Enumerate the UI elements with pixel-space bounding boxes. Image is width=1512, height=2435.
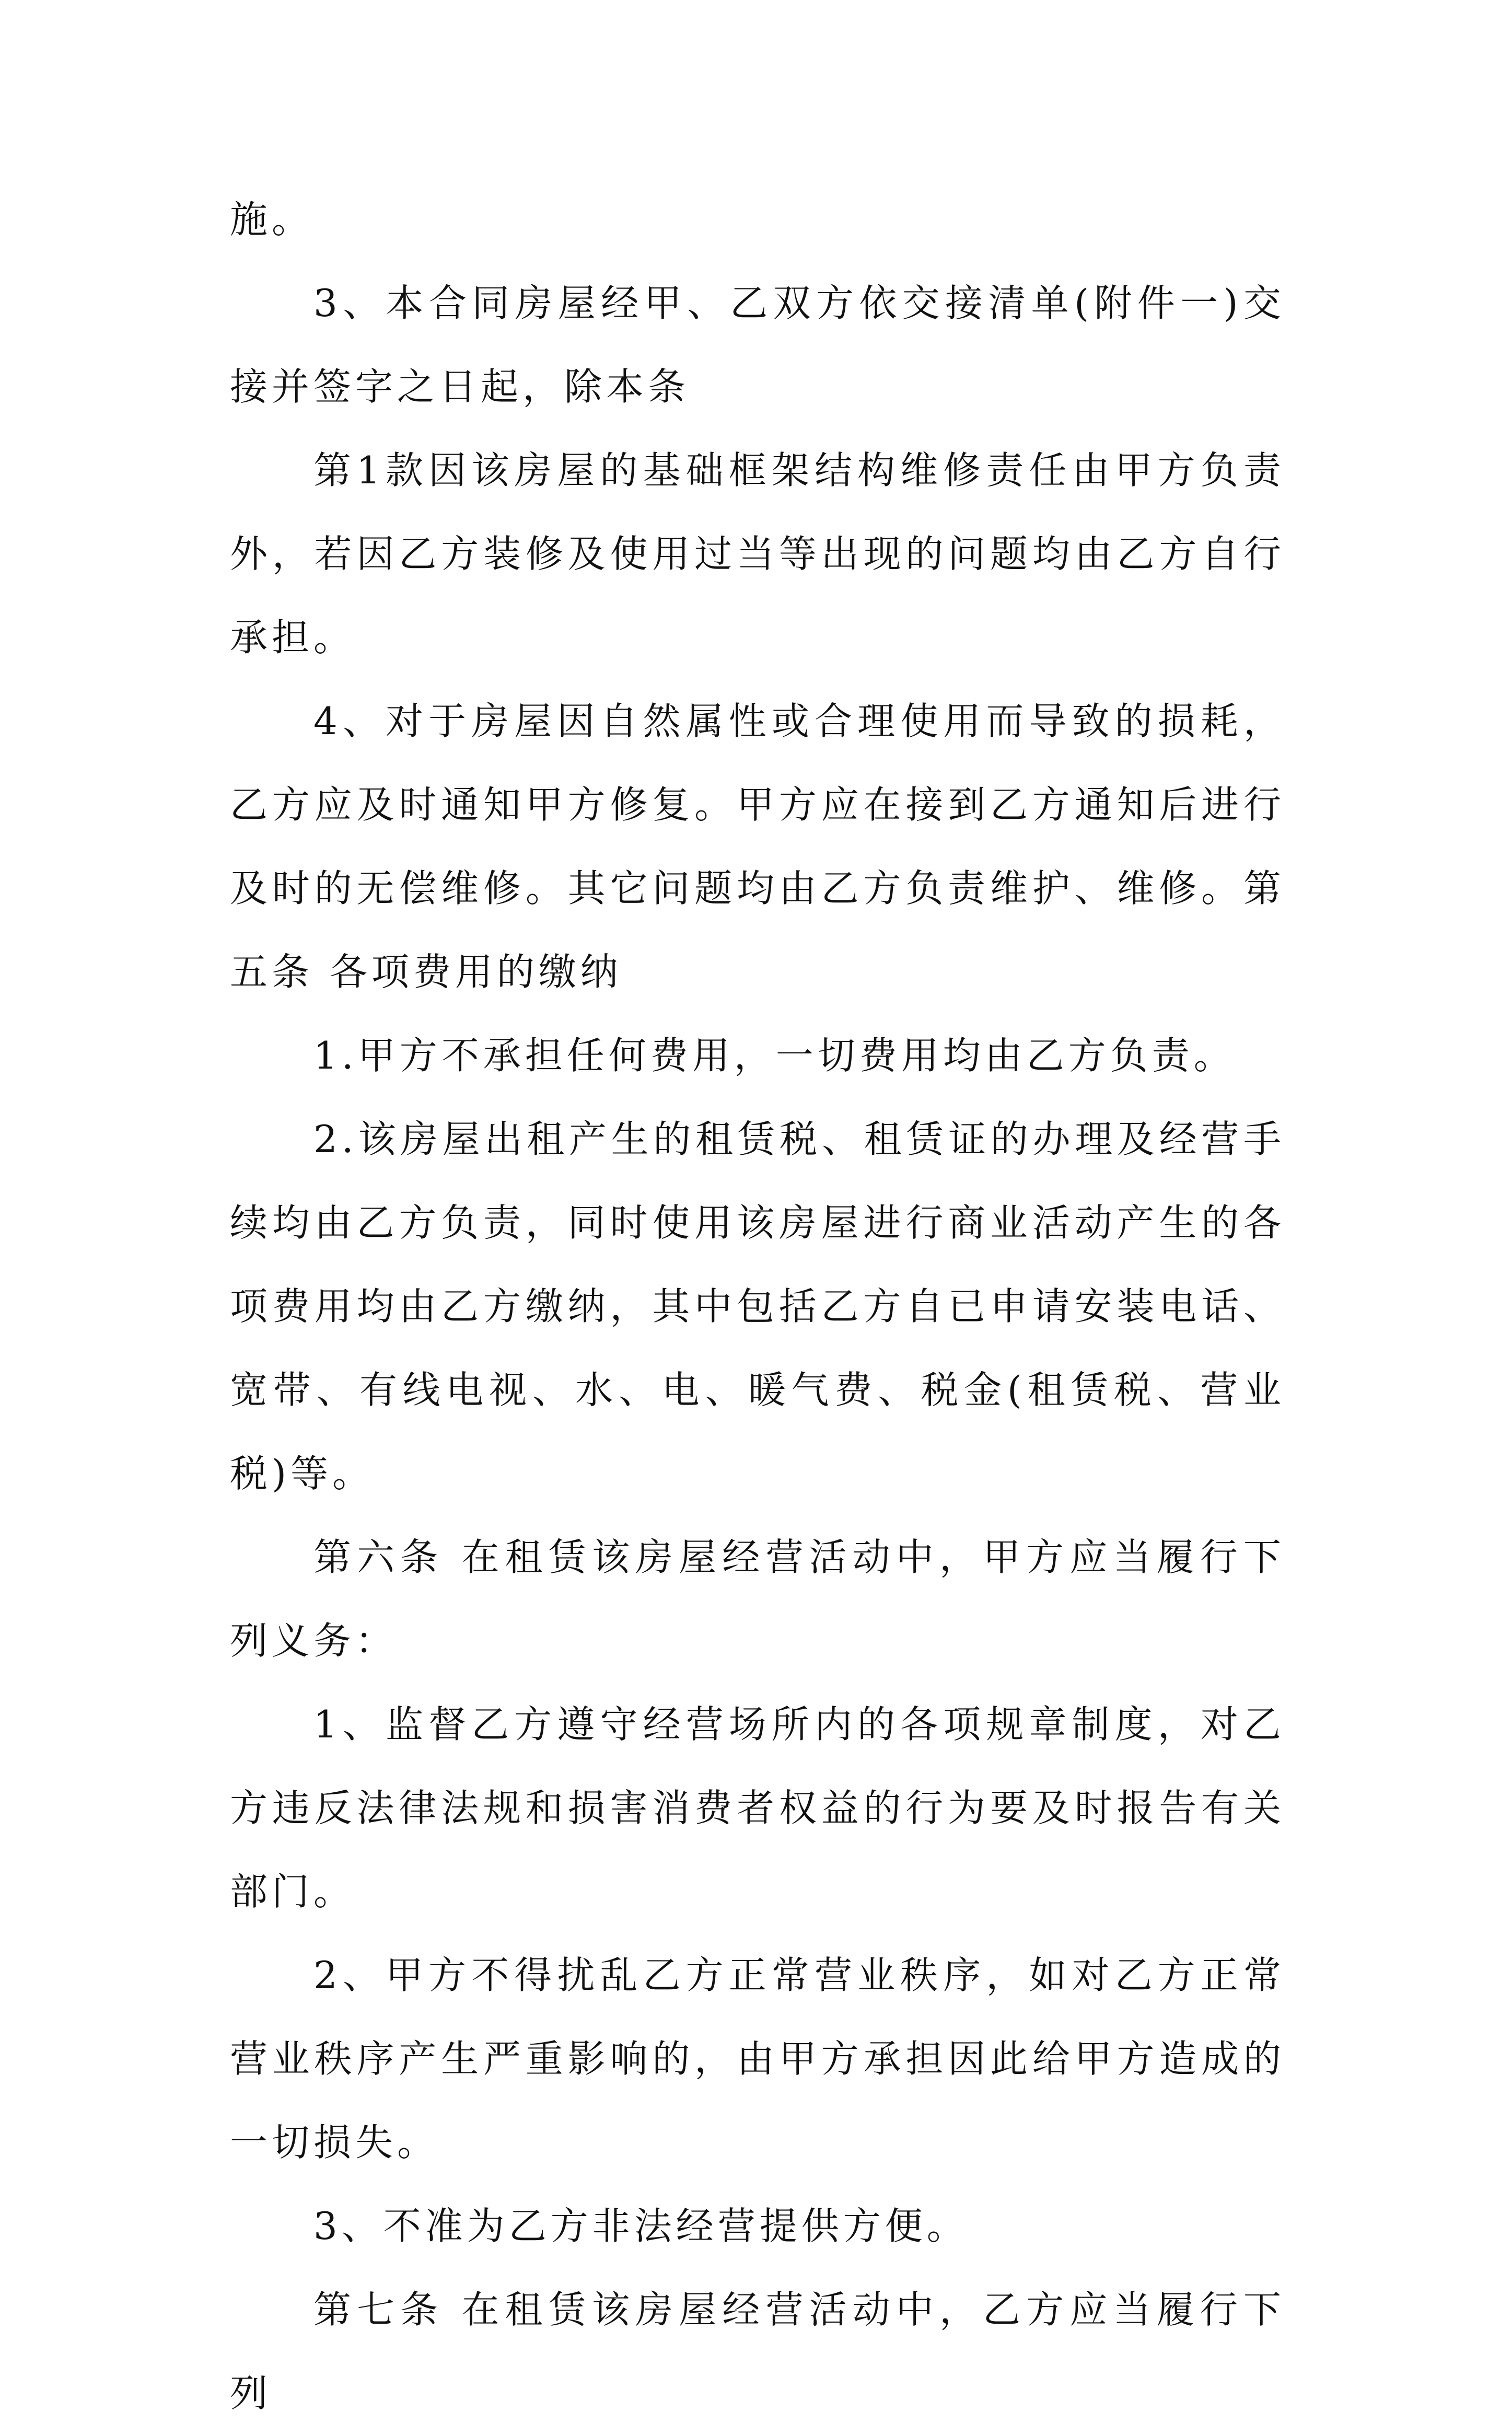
paragraph-9: 2、甲方不得扰乱乙方正常营业秩序，如对乙方正常营业秩序产生严重影响的，由甲方承担因此给甲方造成的一切损失。 <box>230 1953 1285 2164</box>
paragraph-4: 4、对于房屋因自然属性或合理使用而导致的损耗，乙方应及时通知甲方修复。甲方应在接到乙方通知后进行及时的无偿维修。其它问题均由乙方负责维护、维修。第五条 各项费用的缴纳 <box>230 699 1285 994</box>
paragraph-11: 第七条 在租赁该房屋经营活动中，乙方应当履行下列 <box>230 2288 1285 2415</box>
paragraph-10: 3、不准为乙方非法经营提供方便。 <box>313 2204 969 2248</box>
paragraph-1: 施。 <box>230 198 314 241</box>
paragraph-2: 3、本合同房屋经甲、乙双方依交接清单(附件一)交接并签字之日起，除本条 <box>230 281 1285 409</box>
paragraph-5: 1.甲方不承担任何费用，一切费用均由乙方负责。 <box>313 1034 1236 1077</box>
paragraph-7: 第六条 在租赁该房屋经营活动中，甲方应当履行下列义务： <box>230 1535 1285 1663</box>
document-body <box>230 178 1285 2435</box>
paragraph-3: 第1款因该房屋的基础框架结构维修责任由甲方负责外，若因乙方装修及使用过当等出现的问题均由乙方自行承担。 <box>230 448 1285 659</box>
paragraph-8: 1、监督乙方遵守经营场所内的各项规章制度，对乙方违反法律法规和损害消费者权益的行为要及时报告有关部门。 <box>230 1702 1285 1914</box>
paragraph-6: 2.该房屋出租产生的租赁税、租赁证的办理及经营手续均由乙方负责，同时使用该房屋进行商业活动产生的各项费用均由乙方缴纳，其中包括乙方自已申请安装电话、宽带、有线电视、水、电、暖气费、税金(租赁税、营业税)等。 <box>230 1117 1285 1495</box>
